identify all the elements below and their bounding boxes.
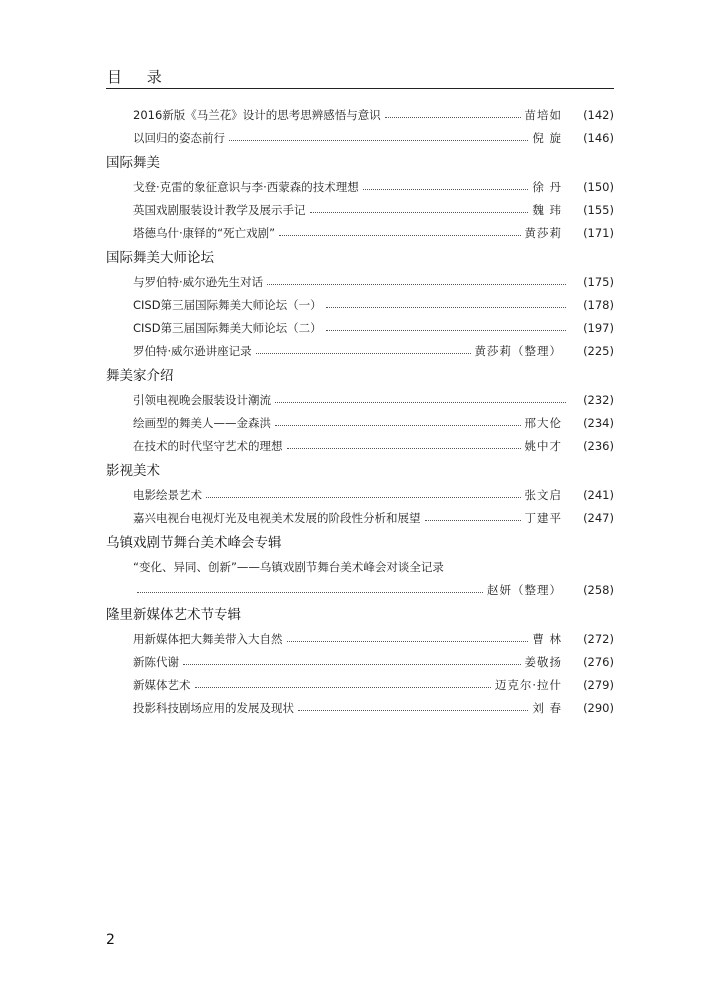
dot-leader [279, 235, 520, 236]
entry-title: “变化、异同、创新”——乌镇戏剧节舞台美术峰会对谈全记录 [133, 560, 444, 574]
entry-page-number: (155) [583, 203, 614, 217]
toc-entry[interactable] [133, 628, 614, 651]
dot-leader [275, 402, 566, 403]
entry-title: 2016新版《马兰花》设计的思考思辨感悟与意识 [133, 108, 381, 122]
entry-author: 倪 旋 [532, 131, 562, 145]
toc-entry[interactable] [133, 389, 614, 412]
dot-leader [287, 448, 521, 449]
toc-entry[interactable] [133, 651, 614, 674]
entry-author: 黄莎莉 [524, 226, 562, 240]
entry-author: 迈克尔·拉什 [494, 678, 562, 692]
dot-leader [137, 592, 483, 593]
toc-entry[interactable] [133, 176, 614, 199]
entry-title: 用新媒体把大舞美带入大自然 [133, 632, 283, 646]
entry-page-number: (232) [583, 393, 614, 407]
entry-page-number: (150) [583, 180, 614, 194]
dot-leader [363, 189, 529, 190]
entry-title: 在技术的时代坚守艺术的理想 [133, 439, 283, 453]
entry-page-number: (225) [583, 344, 614, 358]
dot-leader [195, 687, 491, 688]
entry-title: 新陈代谢 [133, 655, 179, 669]
entry-title: 电影绘景艺术 [133, 488, 202, 502]
entry-page-number: (258) [583, 583, 614, 597]
entry-author: 赵妍（整理） [487, 583, 562, 597]
section-heading: 隆里新媒体艺术节专辑 [106, 607, 241, 623]
section-heading: 乌镇戏剧节舞台美术峰会专辑 [106, 535, 282, 551]
toc-entry[interactable] [133, 484, 614, 507]
entry-page-number: (272) [583, 632, 614, 646]
toc-entry[interactable] [133, 199, 614, 222]
entry-title: 绘画型的舞美人——金森洪 [133, 416, 271, 430]
entry-author: 刘 春 [532, 701, 562, 715]
page-number: 2 [106, 932, 115, 948]
entry-page-number: (241) [583, 488, 614, 502]
toc-entry[interactable] [133, 697, 614, 720]
entry-page-number: (171) [583, 226, 614, 240]
dot-leader [183, 664, 521, 665]
table-of-contents [106, 104, 614, 720]
entry-page-number: (142) [583, 108, 614, 122]
entry-author: 邢大伦 [524, 416, 562, 430]
entry-page-number: (234) [583, 416, 614, 430]
toc-entry[interactable] [133, 579, 614, 602]
dot-leader [206, 497, 521, 498]
entry-page-number: (175) [583, 275, 614, 289]
entry-title: 以回归的姿态前行 [133, 131, 225, 145]
dot-leader [275, 425, 521, 426]
dot-leader [267, 284, 566, 285]
entry-title: 戈登·克雷的象征意识与李·西蒙森的技术理想 [133, 180, 359, 194]
entry-author: 丁建平 [524, 511, 562, 525]
dot-leader [385, 117, 521, 118]
toc-entry[interactable] [133, 104, 614, 127]
entry-title: 嘉兴电视台电视灯光及电视美术发展的阶段性分析和展望 [133, 511, 421, 525]
dot-leader [287, 641, 529, 642]
entry-title: CISD第三届国际舞美大师论坛（一） [133, 298, 322, 312]
entry-title: 新媒体艺术 [133, 678, 191, 692]
dot-leader [298, 710, 528, 711]
section-heading: 国际舞美大师论坛 [106, 250, 214, 266]
dot-leader [326, 330, 566, 331]
entry-title: 与罗伯特·威尔逊先生对话 [133, 275, 264, 289]
entry-author: 姜敬扬 [524, 655, 562, 669]
section-heading: 影视美术 [106, 463, 160, 479]
entry-title: 英国戏剧服装设计教学及展示手记 [133, 203, 306, 217]
entry-author: 姚中才 [524, 439, 562, 453]
running-header: 目 录 [107, 68, 172, 86]
entry-title: 引领电视晚会服装设计潮流 [133, 393, 271, 407]
entry-author: 苗培如 [524, 108, 562, 122]
dot-leader [310, 212, 529, 213]
toc-entry[interactable] [133, 127, 614, 150]
entry-page-number: (279) [583, 678, 614, 692]
header-divider [106, 88, 614, 89]
toc-entry[interactable] [133, 556, 614, 579]
dot-leader [425, 520, 521, 521]
entry-title: CISD第三届国际舞美大师论坛（二） [133, 321, 322, 335]
entry-author: 黄莎莉（整理） [474, 344, 562, 358]
section-heading: 国际舞美 [106, 155, 160, 171]
entry-page-number: (276) [583, 655, 614, 669]
entry-author: 魏 玮 [532, 203, 562, 217]
entry-title: 塔德乌什·康铎的“死亡戏剧” [133, 226, 276, 240]
entry-page-number: (247) [583, 511, 614, 525]
toc-entry[interactable] [133, 340, 614, 363]
entry-author: 曹 林 [532, 632, 562, 646]
toc-entry[interactable] [133, 222, 614, 245]
entry-title: 投影科技剧场应用的发展及现状 [133, 701, 294, 715]
entry-page-number: (236) [583, 439, 614, 453]
entry-page-number: (290) [583, 701, 614, 715]
dot-leader [229, 140, 528, 141]
toc-entry[interactable] [133, 674, 614, 697]
toc-entry[interactable] [133, 317, 614, 340]
dot-leader [256, 353, 471, 354]
toc-entry[interactable] [133, 435, 614, 458]
toc-entry[interactable] [133, 294, 614, 317]
entry-title: 罗伯特·威尔逊讲座记录 [133, 344, 252, 358]
section-heading: 舞美家介绍 [106, 368, 174, 384]
entry-author: 张文启 [524, 488, 562, 502]
entry-page-number: (178) [583, 298, 614, 312]
entry-author: 徐 丹 [532, 180, 562, 194]
entry-page-number: (146) [583, 131, 614, 145]
dot-leader [326, 307, 566, 308]
toc-entry[interactable] [133, 412, 614, 435]
toc-entry[interactable] [133, 271, 614, 294]
toc-entry[interactable] [133, 507, 614, 530]
entry-page-number: (197) [583, 321, 614, 335]
